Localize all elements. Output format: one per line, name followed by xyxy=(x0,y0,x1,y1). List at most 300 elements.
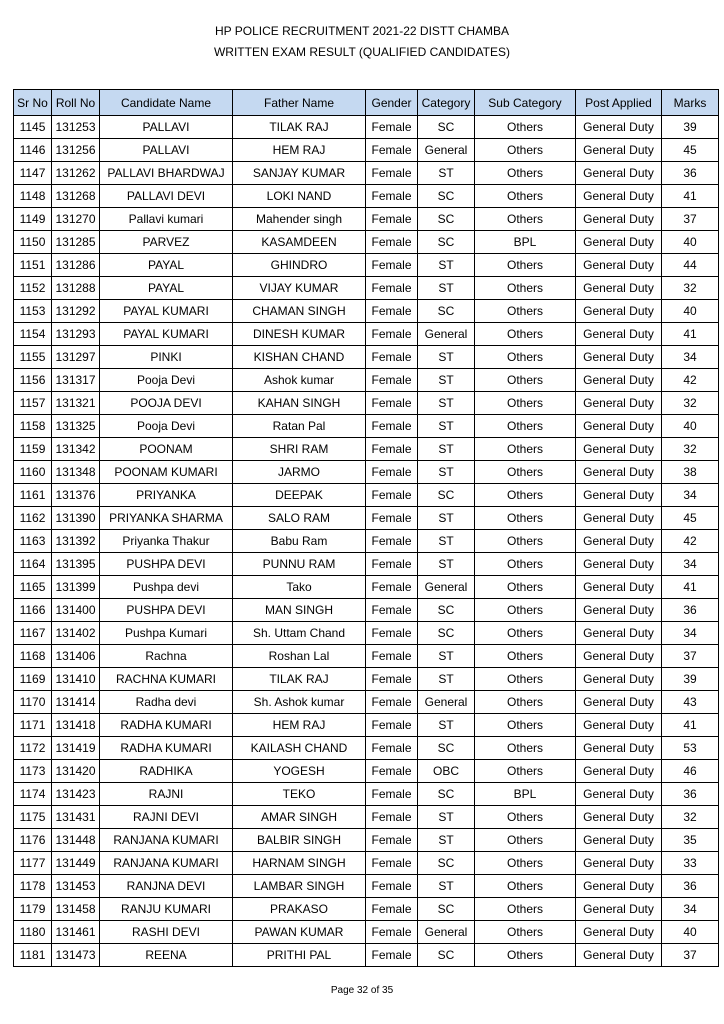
cell-post-applied: General Duty xyxy=(576,783,662,806)
cell-sub-category: Others xyxy=(475,553,576,576)
cell-marks: 36 xyxy=(662,162,719,185)
table-header-row xyxy=(14,90,719,116)
column-header-roll-no: Roll No xyxy=(52,90,100,116)
cell-sub-category: Others xyxy=(475,346,576,369)
results-table xyxy=(13,89,719,967)
cell-roll-no: 131297 xyxy=(52,346,100,369)
cell-sr-no: 1149 xyxy=(14,208,52,231)
cell-marks: 53 xyxy=(662,737,719,760)
cell-sub-category: Others xyxy=(475,507,576,530)
cell-sr-no: 1148 xyxy=(14,185,52,208)
cell-sub-category: Others xyxy=(475,530,576,553)
cell-candidate-name: Priyanka Thakur xyxy=(100,530,233,553)
cell-father-name: Sh. Uttam Chand xyxy=(233,622,366,645)
table-row xyxy=(14,323,719,346)
cell-sub-category: Others xyxy=(475,737,576,760)
cell-gender: Female xyxy=(366,852,418,875)
cell-marks: 34 xyxy=(662,484,719,507)
cell-post-applied: General Duty xyxy=(576,461,662,484)
cell-roll-no: 131392 xyxy=(52,530,100,553)
cell-candidate-name: PALLAVI xyxy=(100,116,233,139)
cell-gender: Female xyxy=(366,323,418,346)
cell-gender: Female xyxy=(366,392,418,415)
cell-marks: 40 xyxy=(662,415,719,438)
cell-gender: Female xyxy=(366,116,418,139)
table-row xyxy=(14,691,719,714)
cell-marks: 36 xyxy=(662,783,719,806)
cell-father-name: SANJAY KUMAR xyxy=(233,162,366,185)
cell-marks: 32 xyxy=(662,438,719,461)
cell-gender: Female xyxy=(366,346,418,369)
table-row xyxy=(14,369,719,392)
cell-gender: Female xyxy=(366,691,418,714)
cell-category: ST xyxy=(418,668,475,691)
cell-roll-no: 131348 xyxy=(52,461,100,484)
cell-father-name: CHAMAN SINGH xyxy=(233,300,366,323)
cell-marks: 32 xyxy=(662,392,719,415)
table-row xyxy=(14,254,719,277)
cell-candidate-name: PINKI xyxy=(100,346,233,369)
table-row xyxy=(14,300,719,323)
cell-sr-no: 1176 xyxy=(14,829,52,852)
cell-roll-no: 131292 xyxy=(52,300,100,323)
cell-marks: 42 xyxy=(662,369,719,392)
cell-category: SC xyxy=(418,208,475,231)
cell-candidate-name: RADHIKA xyxy=(100,760,233,783)
cell-father-name: KAILASH CHAND xyxy=(233,737,366,760)
cell-marks: 46 xyxy=(662,760,719,783)
cell-gender: Female xyxy=(366,208,418,231)
cell-sub-category: Others xyxy=(475,392,576,415)
cell-sub-category: Others xyxy=(475,645,576,668)
cell-post-applied: General Duty xyxy=(576,323,662,346)
cell-candidate-name: PAYAL xyxy=(100,277,233,300)
cell-category: OBC xyxy=(418,760,475,783)
cell-gender: Female xyxy=(366,369,418,392)
cell-sub-category: Others xyxy=(475,484,576,507)
cell-gender: Female xyxy=(366,461,418,484)
cell-father-name: Tako xyxy=(233,576,366,599)
table-row xyxy=(14,714,719,737)
table-row xyxy=(14,553,719,576)
cell-category: SC xyxy=(418,898,475,921)
table-row xyxy=(14,576,719,599)
cell-sub-category: Others xyxy=(475,369,576,392)
cell-roll-no: 131321 xyxy=(52,392,100,415)
cell-gender: Female xyxy=(366,714,418,737)
table-row xyxy=(14,622,719,645)
cell-sub-category: Others xyxy=(475,921,576,944)
cell-sr-no: 1147 xyxy=(14,162,52,185)
cell-category: General xyxy=(418,691,475,714)
cell-sub-category: Others xyxy=(475,208,576,231)
cell-sub-category: Others xyxy=(475,668,576,691)
table-row xyxy=(14,162,719,185)
cell-candidate-name: PALLAVI xyxy=(100,139,233,162)
cell-roll-no: 131423 xyxy=(52,783,100,806)
cell-roll-no: 131453 xyxy=(52,875,100,898)
cell-roll-no: 131420 xyxy=(52,760,100,783)
cell-gender: Female xyxy=(366,921,418,944)
cell-candidate-name: PUSHPA DEVI xyxy=(100,553,233,576)
cell-gender: Female xyxy=(366,530,418,553)
cell-sr-no: 1158 xyxy=(14,415,52,438)
cell-father-name: GHINDRO xyxy=(233,254,366,277)
cell-candidate-name: PARVEZ xyxy=(100,231,233,254)
cell-gender: Female xyxy=(366,898,418,921)
cell-sr-no: 1156 xyxy=(14,369,52,392)
cell-father-name: SHRI RAM xyxy=(233,438,366,461)
cell-post-applied: General Duty xyxy=(576,530,662,553)
cell-roll-no: 131256 xyxy=(52,139,100,162)
cell-gender: Female xyxy=(366,783,418,806)
cell-roll-no: 131262 xyxy=(52,162,100,185)
cell-sub-category: Others xyxy=(475,829,576,852)
cell-roll-no: 131268 xyxy=(52,185,100,208)
cell-category: General xyxy=(418,576,475,599)
cell-category: ST xyxy=(418,369,475,392)
table-row xyxy=(14,852,719,875)
cell-sub-category: Others xyxy=(475,162,576,185)
cell-candidate-name: POONAM KUMARI xyxy=(100,461,233,484)
cell-candidate-name: RANJU KUMARI xyxy=(100,898,233,921)
cell-sr-no: 1169 xyxy=(14,668,52,691)
cell-marks: 33 xyxy=(662,852,719,875)
table-row xyxy=(14,415,719,438)
cell-candidate-name: RASHI DEVI xyxy=(100,921,233,944)
cell-category: ST xyxy=(418,277,475,300)
cell-gender: Female xyxy=(366,507,418,530)
cell-category: ST xyxy=(418,346,475,369)
cell-sr-no: 1157 xyxy=(14,392,52,415)
table-row xyxy=(14,231,719,254)
table-row xyxy=(14,346,719,369)
cell-sr-no: 1163 xyxy=(14,530,52,553)
cell-category: ST xyxy=(418,829,475,852)
cell-category: ST xyxy=(418,806,475,829)
cell-category: SC xyxy=(418,944,475,967)
cell-category: SC xyxy=(418,622,475,645)
cell-roll-no: 131286 xyxy=(52,254,100,277)
cell-sub-category: Others xyxy=(475,116,576,139)
cell-marks: 37 xyxy=(662,944,719,967)
cell-post-applied: General Duty xyxy=(576,645,662,668)
cell-marks: 39 xyxy=(662,116,719,139)
table-row xyxy=(14,116,719,139)
table-row xyxy=(14,277,719,300)
cell-gender: Female xyxy=(366,438,418,461)
column-header-post-applied: Post Applied xyxy=(576,90,662,116)
cell-category: ST xyxy=(418,461,475,484)
cell-sr-no: 1159 xyxy=(14,438,52,461)
cell-category: ST xyxy=(418,162,475,185)
cell-sub-category: BPL xyxy=(475,231,576,254)
column-header-category: Category xyxy=(418,90,475,116)
cell-candidate-name: PAYAL xyxy=(100,254,233,277)
cell-sr-no: 1146 xyxy=(14,139,52,162)
cell-category: SC xyxy=(418,231,475,254)
cell-marks: 37 xyxy=(662,208,719,231)
cell-category: General xyxy=(418,323,475,346)
cell-gender: Female xyxy=(366,231,418,254)
cell-sub-category: Others xyxy=(475,254,576,277)
cell-marks: 42 xyxy=(662,530,719,553)
cell-sr-no: 1168 xyxy=(14,645,52,668)
cell-post-applied: General Duty xyxy=(576,829,662,852)
cell-candidate-name: Pushpa devi xyxy=(100,576,233,599)
cell-sub-category: Others xyxy=(475,898,576,921)
cell-roll-no: 131473 xyxy=(52,944,100,967)
table-row xyxy=(14,484,719,507)
cell-marks: 40 xyxy=(662,231,719,254)
cell-roll-no: 131410 xyxy=(52,668,100,691)
cell-category: SC xyxy=(418,783,475,806)
cell-roll-no: 131418 xyxy=(52,714,100,737)
cell-marks: 40 xyxy=(662,921,719,944)
cell-candidate-name: RANJNA DEVI xyxy=(100,875,233,898)
cell-gender: Female xyxy=(366,162,418,185)
column-header-gender: Gender xyxy=(366,90,418,116)
cell-sr-no: 1172 xyxy=(14,737,52,760)
table-row xyxy=(14,829,719,852)
cell-father-name: TILAK RAJ xyxy=(233,116,366,139)
cell-marks: 34 xyxy=(662,622,719,645)
table-row xyxy=(14,185,719,208)
cell-candidate-name: POOJA DEVI xyxy=(100,392,233,415)
column-header-sr-no: Sr No xyxy=(14,90,52,116)
cell-candidate-name: RANJANA KUMARI xyxy=(100,829,233,852)
cell-roll-no: 131448 xyxy=(52,829,100,852)
cell-category: ST xyxy=(418,415,475,438)
cell-sub-category: Others xyxy=(475,139,576,162)
cell-father-name: TEKO xyxy=(233,783,366,806)
table-row xyxy=(14,921,719,944)
cell-father-name: KAHAN SINGH xyxy=(233,392,366,415)
column-header-sub-category: Sub Category xyxy=(475,90,576,116)
cell-candidate-name: PALLAVI DEVI xyxy=(100,185,233,208)
cell-sr-no: 1155 xyxy=(14,346,52,369)
cell-category: ST xyxy=(418,438,475,461)
cell-sub-category: Others xyxy=(475,760,576,783)
cell-post-applied: General Duty xyxy=(576,254,662,277)
cell-sub-category: Others xyxy=(475,806,576,829)
column-header-father-name: Father Name xyxy=(233,90,366,116)
cell-sub-category: Others xyxy=(475,691,576,714)
cell-gender: Female xyxy=(366,645,418,668)
cell-sr-no: 1177 xyxy=(14,852,52,875)
cell-father-name: HEM RAJ xyxy=(233,139,366,162)
cell-gender: Female xyxy=(366,553,418,576)
cell-sub-category: Others xyxy=(475,277,576,300)
cell-sr-no: 1166 xyxy=(14,599,52,622)
cell-father-name: KASAMDEEN xyxy=(233,231,366,254)
table-row xyxy=(14,783,719,806)
cell-gender: Female xyxy=(366,185,418,208)
cell-marks: 34 xyxy=(662,898,719,921)
cell-marks: 41 xyxy=(662,323,719,346)
cell-sr-no: 1174 xyxy=(14,783,52,806)
cell-post-applied: General Duty xyxy=(576,139,662,162)
table-row xyxy=(14,139,719,162)
cell-candidate-name: PRIYANKA xyxy=(100,484,233,507)
cell-post-applied: General Duty xyxy=(576,691,662,714)
cell-sub-category: Others xyxy=(475,622,576,645)
cell-marks: 38 xyxy=(662,461,719,484)
table-row xyxy=(14,760,719,783)
cell-category: ST xyxy=(418,392,475,415)
cell-father-name: MAN SINGH xyxy=(233,599,366,622)
table-row xyxy=(14,438,719,461)
cell-category: ST xyxy=(418,714,475,737)
cell-father-name: LAMBAR SINGH xyxy=(233,875,366,898)
cell-marks: 40 xyxy=(662,300,719,323)
cell-marks: 43 xyxy=(662,691,719,714)
cell-sr-no: 1180 xyxy=(14,921,52,944)
table-row xyxy=(14,392,719,415)
document-subtitle: WRITTEN EXAM RESULT (QUALIFIED CANDIDATES) xyxy=(213,45,511,59)
cell-roll-no: 131285 xyxy=(52,231,100,254)
cell-post-applied: General Duty xyxy=(576,162,662,185)
cell-sr-no: 1145 xyxy=(14,116,52,139)
cell-marks: 39 xyxy=(662,668,719,691)
cell-category: ST xyxy=(418,875,475,898)
cell-gender: Female xyxy=(366,300,418,323)
cell-sub-category: Others xyxy=(475,599,576,622)
cell-marks: 36 xyxy=(662,599,719,622)
table-row xyxy=(14,875,719,898)
cell-post-applied: General Duty xyxy=(576,921,662,944)
cell-father-name: BALBIR SINGH xyxy=(233,829,366,852)
cell-roll-no: 131461 xyxy=(52,921,100,944)
cell-candidate-name: Rachna xyxy=(100,645,233,668)
table-row xyxy=(14,806,719,829)
cell-category: ST xyxy=(418,553,475,576)
cell-roll-no: 131270 xyxy=(52,208,100,231)
cell-gender: Female xyxy=(366,760,418,783)
table-row xyxy=(14,668,719,691)
cell-father-name: VIJAY KUMAR xyxy=(233,277,366,300)
cell-roll-no: 131342 xyxy=(52,438,100,461)
cell-father-name: JARMO xyxy=(233,461,366,484)
cell-roll-no: 131376 xyxy=(52,484,100,507)
table-row xyxy=(14,944,719,967)
cell-roll-no: 131449 xyxy=(52,852,100,875)
cell-marks: 32 xyxy=(662,277,719,300)
cell-post-applied: General Duty xyxy=(576,231,662,254)
cell-gender: Female xyxy=(366,829,418,852)
cell-father-name: LOKI NAND xyxy=(233,185,366,208)
cell-gender: Female xyxy=(366,737,418,760)
cell-father-name: PRAKASO xyxy=(233,898,366,921)
cell-category: ST xyxy=(418,254,475,277)
cell-sub-category: Others xyxy=(475,415,576,438)
cell-sub-category: Others xyxy=(475,461,576,484)
cell-sr-no: 1167 xyxy=(14,622,52,645)
cell-sub-category: BPL xyxy=(475,783,576,806)
cell-marks: 35 xyxy=(662,829,719,852)
cell-candidate-name: PAYAL KUMARI xyxy=(100,300,233,323)
cell-post-applied: General Duty xyxy=(576,760,662,783)
cell-father-name: Mahender singh xyxy=(233,208,366,231)
cell-marks: 45 xyxy=(662,139,719,162)
cell-post-applied: General Duty xyxy=(576,438,662,461)
cell-roll-no: 131390 xyxy=(52,507,100,530)
table-row xyxy=(14,898,719,921)
cell-father-name: AMAR SINGH xyxy=(233,806,366,829)
cell-sr-no: 1151 xyxy=(14,254,52,277)
cell-sr-no: 1153 xyxy=(14,300,52,323)
cell-post-applied: General Duty xyxy=(576,944,662,967)
cell-candidate-name: RACHNA KUMARI xyxy=(100,668,233,691)
cell-category: SC xyxy=(418,484,475,507)
cell-roll-no: 131458 xyxy=(52,898,100,921)
cell-gender: Female xyxy=(366,944,418,967)
cell-candidate-name: Pushpa Kumari xyxy=(100,622,233,645)
cell-post-applied: General Duty xyxy=(576,806,662,829)
cell-gender: Female xyxy=(366,622,418,645)
cell-post-applied: General Duty xyxy=(576,737,662,760)
cell-roll-no: 131400 xyxy=(52,599,100,622)
table-row xyxy=(14,737,719,760)
cell-marks: 44 xyxy=(662,254,719,277)
page-number: Page 32 of 35 xyxy=(330,985,394,996)
cell-candidate-name: RANJANA KUMARI xyxy=(100,852,233,875)
cell-father-name: PRITHI PAL xyxy=(233,944,366,967)
cell-marks: 36 xyxy=(662,875,719,898)
cell-sr-no: 1171 xyxy=(14,714,52,737)
cell-father-name: Ratan Pal xyxy=(233,415,366,438)
cell-category: SC xyxy=(418,185,475,208)
cell-marks: 34 xyxy=(662,346,719,369)
cell-gender: Female xyxy=(366,484,418,507)
cell-sr-no: 1175 xyxy=(14,806,52,829)
cell-gender: Female xyxy=(366,599,418,622)
cell-sr-no: 1164 xyxy=(14,553,52,576)
cell-marks: 37 xyxy=(662,645,719,668)
cell-gender: Female xyxy=(366,254,418,277)
cell-roll-no: 131395 xyxy=(52,553,100,576)
cell-post-applied: General Duty xyxy=(576,208,662,231)
cell-post-applied: General Duty xyxy=(576,507,662,530)
cell-post-applied: General Duty xyxy=(576,599,662,622)
cell-post-applied: General Duty xyxy=(576,553,662,576)
cell-roll-no: 131253 xyxy=(52,116,100,139)
cell-post-applied: General Duty xyxy=(576,714,662,737)
cell-sr-no: 1150 xyxy=(14,231,52,254)
cell-roll-no: 131402 xyxy=(52,622,100,645)
cell-roll-no: 131293 xyxy=(52,323,100,346)
cell-marks: 32 xyxy=(662,806,719,829)
cell-post-applied: General Duty xyxy=(576,369,662,392)
cell-sub-category: Others xyxy=(475,852,576,875)
cell-father-name: Sh. Ashok kumar xyxy=(233,691,366,714)
cell-father-name: Ashok kumar xyxy=(233,369,366,392)
cell-sr-no: 1152 xyxy=(14,277,52,300)
column-header-marks: Marks xyxy=(662,90,719,116)
cell-father-name: PAWAN KUMAR xyxy=(233,921,366,944)
cell-category: General xyxy=(418,139,475,162)
column-header-candidate-name: Candidate Name xyxy=(100,90,233,116)
cell-post-applied: General Duty xyxy=(576,346,662,369)
cell-sr-no: 1173 xyxy=(14,760,52,783)
cell-post-applied: General Duty xyxy=(576,622,662,645)
cell-father-name: PUNNU RAM xyxy=(233,553,366,576)
cell-category: SC xyxy=(418,599,475,622)
cell-father-name: HEM RAJ xyxy=(233,714,366,737)
cell-candidate-name: PALLAVI BHARDWAJ xyxy=(100,162,233,185)
cell-roll-no: 131431 xyxy=(52,806,100,829)
cell-roll-no: 131406 xyxy=(52,645,100,668)
